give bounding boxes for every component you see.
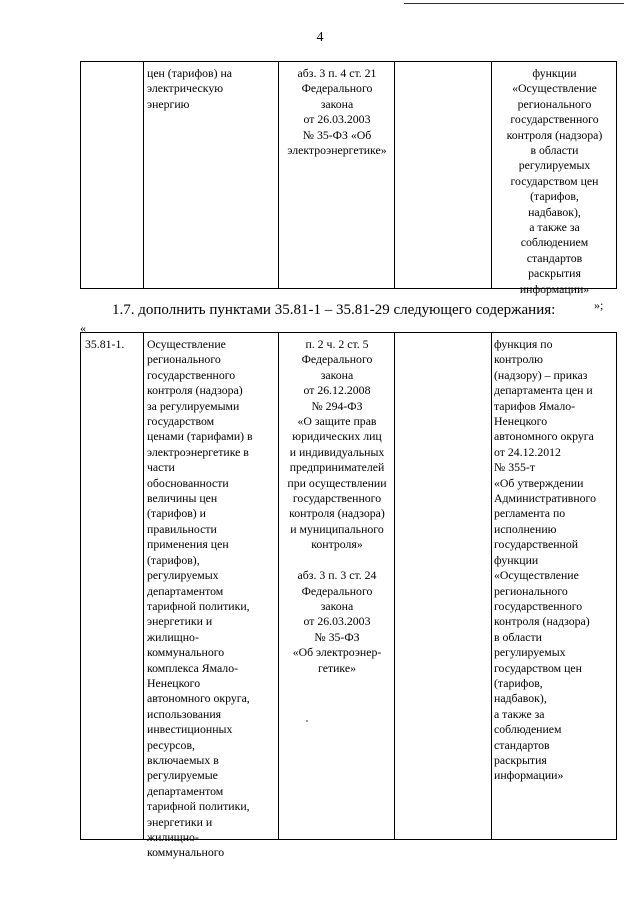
column-divider (394, 62, 395, 288)
function-name-cell: Осуществление регионального государственного контроля (надзора) за регулируемыми государством ценами (тарифами) в электроэнергетике в части обоснованности величины цен (тарифов) и правильности применения цен (тарифов), регулируемых департаментом тарифной политики, энергетики и жилищно- коммунального комплекса Ямало- Ненецкого автономного округа, использования инвестиционных ресурсов, включаемых в регулируемые департаментом тарифной политики, энергетики и жилищно- коммунального (147, 337, 253, 860)
scan-speck (306, 720, 308, 722)
column-divider (491, 62, 492, 288)
new-items-table (80, 332, 617, 860)
opening-quote-mark: « (80, 321, 86, 335)
function-name-cell: цен (тарифов) на электрическую энергию (147, 66, 233, 111)
closing-quote-mark: »; (594, 298, 604, 312)
column-divider (143, 333, 144, 839)
legal-basis-cell: п. 2 ч. 2 ст. 5 Федерального закона от 26.12.2008 № 294-ФЗ «О защите прав юридических лиц и индивидуальных предпринимателей при осуществлении государственного контроля (надзора) и муниципального контроля» абз. 3 п. 3 ст. 24 Федерального закона от 26.03.2003 № 35-ФЗ «Об электроэнер- гетике» (287, 337, 387, 675)
column-divider (491, 333, 492, 839)
legal-basis-cell: абз. 3 п. 4 ст. 21 Федерального закона от 26.03.2003 № 35-ФЗ «Об электроэнергетике» (287, 66, 387, 158)
column-divider (278, 62, 279, 288)
function-description-cell: функция по контролю (надзору) – приказ департамента цен и тарифов Ямало- Ненецкого автономного округа от 24.12.2012 № 355-т «Об утверждении Административного регламента по исполнению государственной функции «Осуществление регионального государственного контроля (надзора) в области регулируемых государством цен (тарифов, надбавок), а также за соблюдением стандартов раскрытия информации» (494, 337, 596, 783)
column-divider (278, 333, 279, 839)
top-edge-line (404, 3, 624, 4)
function-description-cell: функции «Осуществление регионального государственного контроля (надзора) в области регулируемых государством цен (тарифов, надбавок), а также за соблюдением стандартов раскрытия информации» (506, 66, 603, 296)
page-number: 4 (316, 30, 324, 45)
continued-table (80, 61, 617, 296)
amendment-instruction: 1.7. дополнить пунктами 35.81-1 – 35.81-29 следующего содержания: (112, 302, 556, 318)
column-divider (394, 333, 395, 839)
column-divider (143, 62, 144, 288)
row-number-cell: 35.81-1. (85, 337, 125, 351)
